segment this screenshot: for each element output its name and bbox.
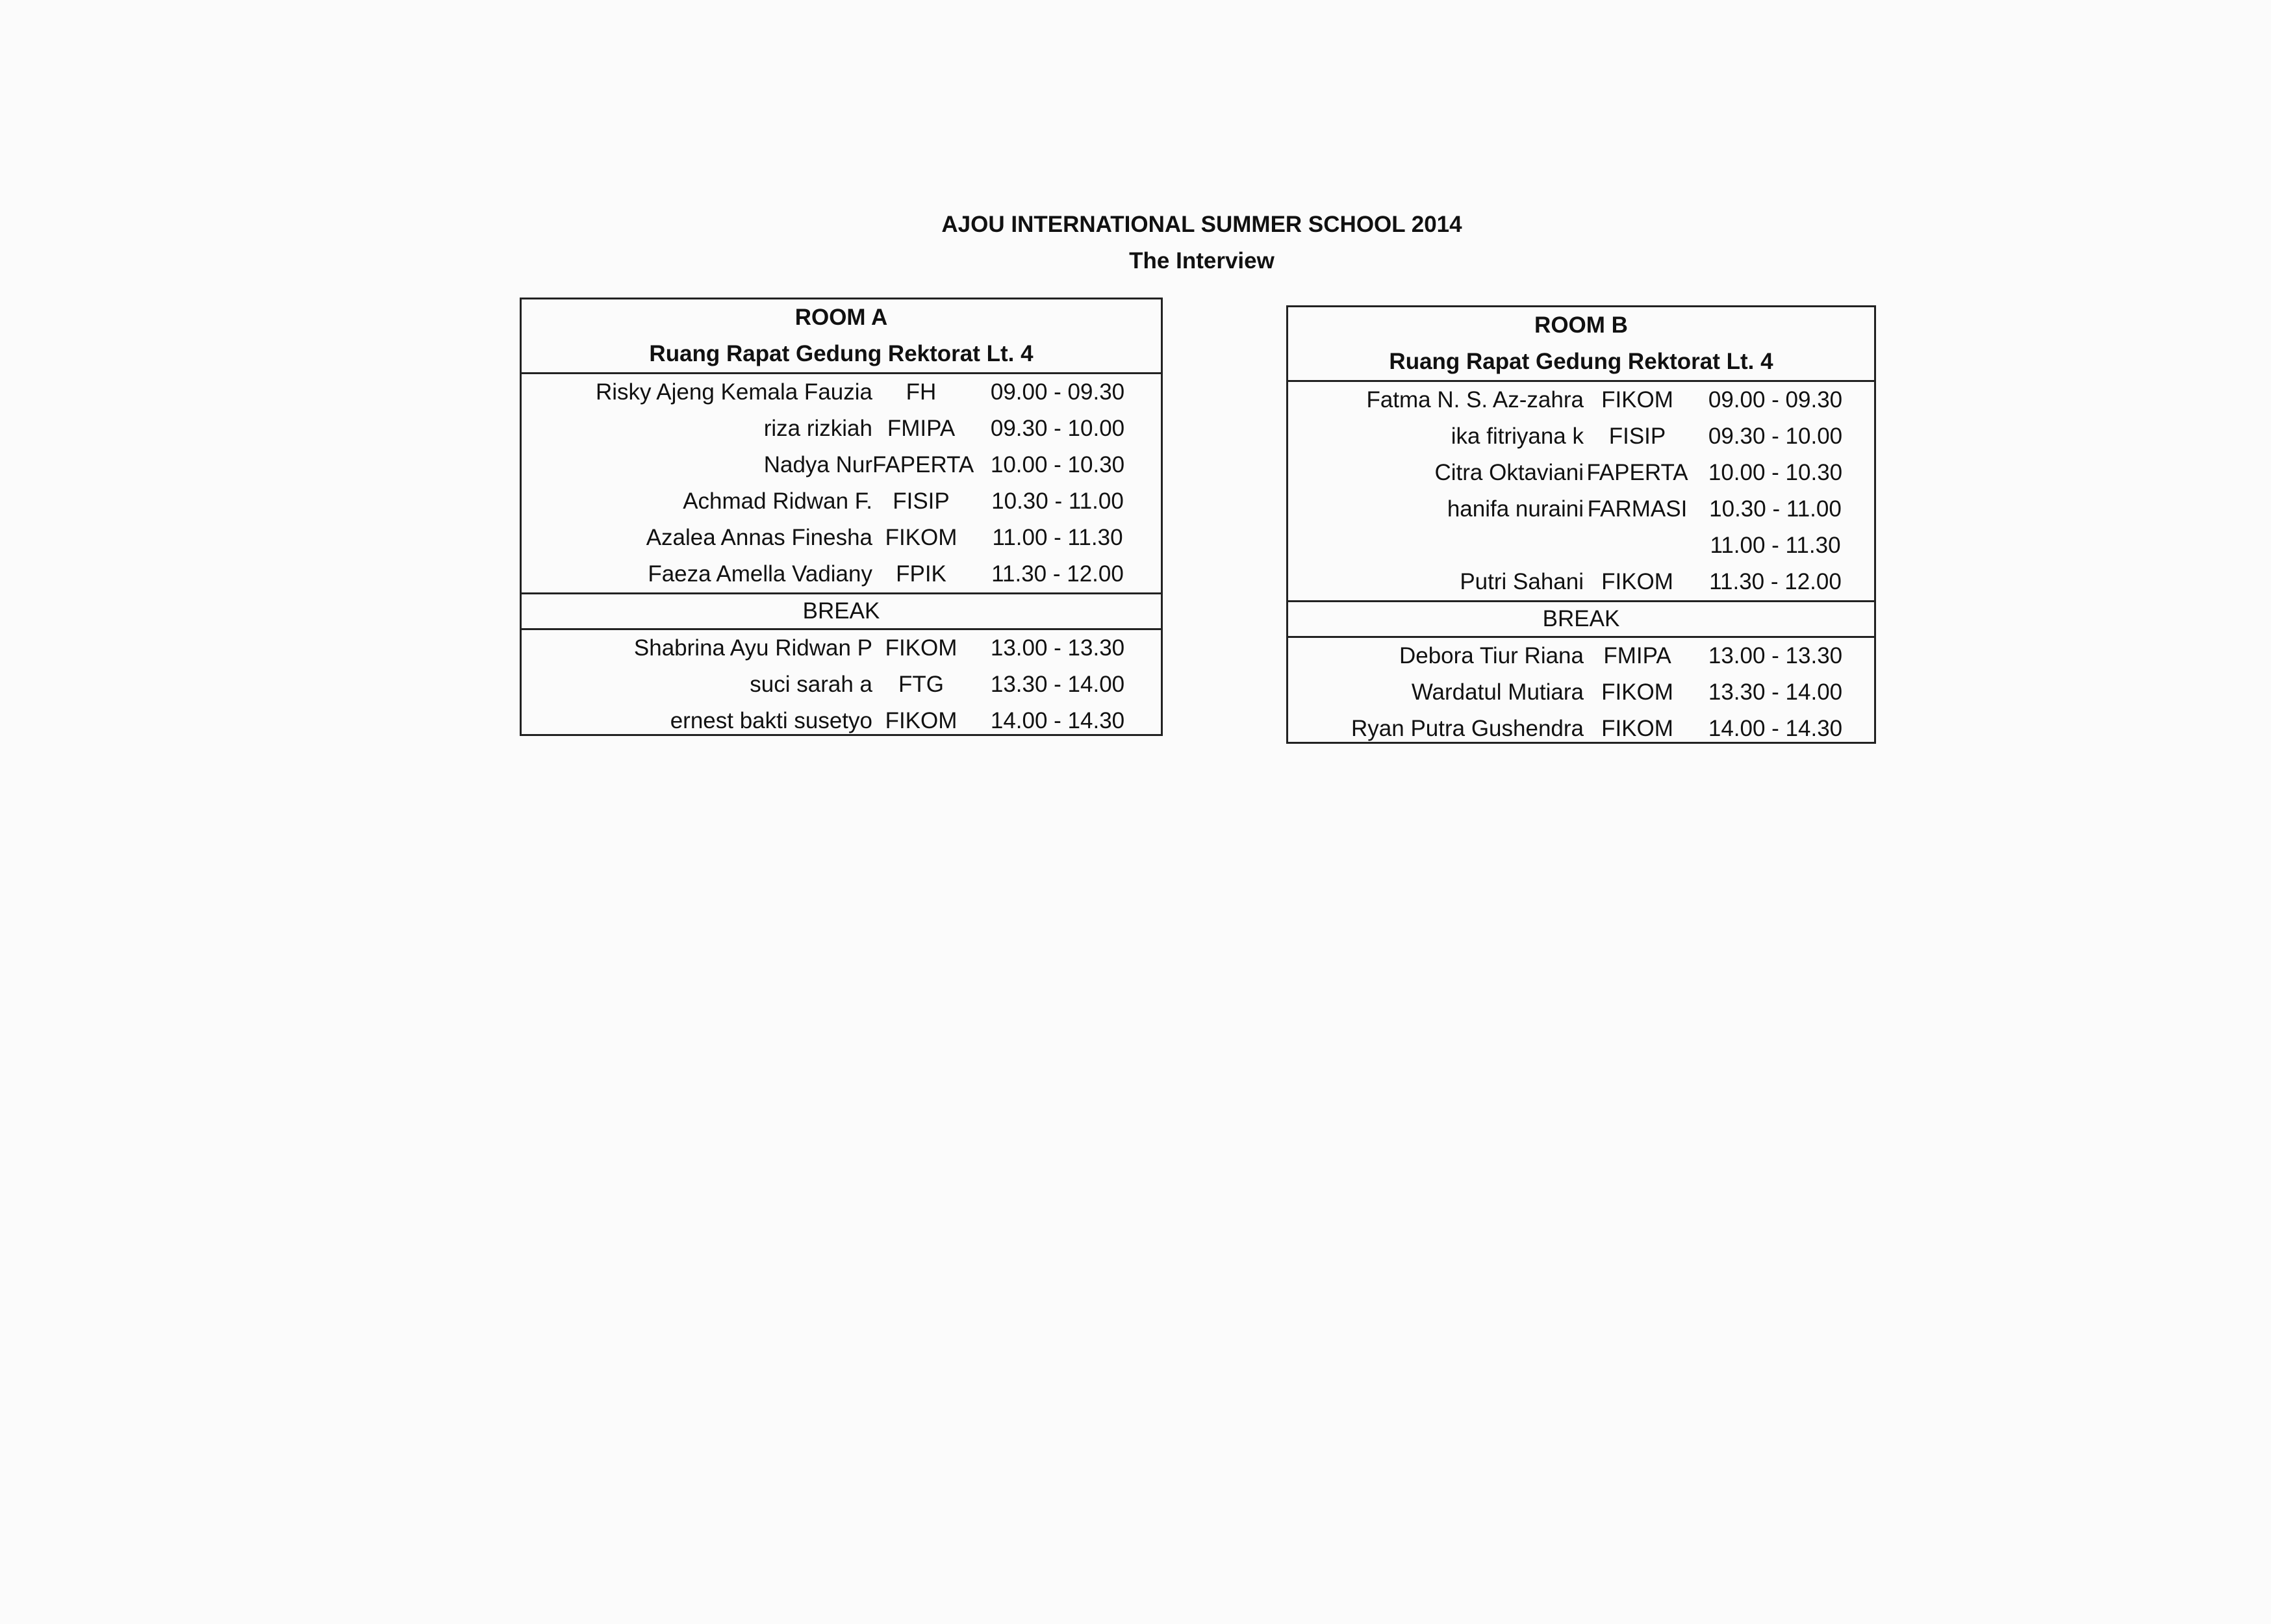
time-slot: 09.30 - 10.00 [1708, 424, 1843, 449]
participant-name: Putri Sahani [1460, 569, 1584, 594]
participant-name: Nadya Nur [763, 452, 872, 477]
participant-name: Risky Ajeng Kemala Fauzia [595, 379, 872, 405]
table-row [1288, 527, 1874, 564]
time-slot: 11.30 - 12.00 [1709, 569, 1842, 594]
title-line-2: The Interview [1129, 248, 1275, 273]
title-line-1: AJOU INTERNATIONAL SUMMER SCHOOL 2014 [941, 212, 1462, 237]
room-location: Ruang Rapat Gedung Rektorat Lt. 4 [649, 341, 1034, 366]
faculty: FISIP [1608, 424, 1666, 449]
faculty: FAPERTA [872, 452, 974, 477]
participant-name: Debora Tiur Riana [1399, 643, 1584, 668]
table-row [1288, 638, 1874, 674]
participant-name [1288, 527, 1584, 564]
time-slot: 13.30 - 14.00 [1708, 679, 1843, 705]
participant-name: Achmad Ridwan F. [683, 488, 872, 514]
table-row [522, 447, 1161, 483]
participant-name: ernest bakti susetyo [670, 708, 872, 733]
table-row [1288, 418, 1874, 455]
faculty: FAPERTA [1586, 460, 1688, 485]
table-row [522, 630, 1161, 666]
time-slot: 13.00 - 13.30 [1708, 643, 1843, 668]
table-row [1288, 674, 1874, 711]
faculty: FARMASI [1587, 496, 1688, 522]
faculty: FPIK [896, 561, 946, 587]
participant-name: riza rizkiah [763, 416, 872, 441]
room-b-schedule [1286, 305, 1876, 744]
participant-name: ika fitriyana k [1451, 424, 1584, 449]
time-slot: 10.30 - 11.00 [1709, 496, 1842, 522]
time-slot: 14.00 - 14.30 [1708, 716, 1843, 741]
table-row [522, 556, 1161, 592]
time-slot: 11.00 - 11.30 [1710, 533, 1841, 558]
room-header [522, 299, 1161, 374]
faculty: FIKOM [1601, 716, 1673, 741]
room-location: Ruang Rapat Gedung Rektorat Lt. 4 [1389, 349, 1773, 374]
time-slot: 11.00 - 11.30 [992, 525, 1123, 550]
faculty: FIKOM [885, 635, 958, 661]
time-slot: 09.30 - 10.00 [990, 416, 1125, 441]
morning-rows [522, 374, 1161, 592]
break-row: BREAK [1288, 600, 1874, 638]
room-a-schedule [520, 298, 1163, 736]
room-name: ROOM B [1534, 312, 1628, 338]
time-slot: 13.30 - 14.00 [990, 672, 1125, 697]
participant-name: Fatma N. S. Az-zahra [1366, 387, 1584, 412]
table-row [522, 666, 1161, 703]
faculty: FIKOM [1601, 679, 1673, 705]
table-row [1288, 455, 1874, 491]
faculty: FISIP [893, 488, 950, 514]
time-slot: 11.30 - 12.00 [991, 561, 1124, 587]
time-slot: 10.30 - 11.00 [991, 488, 1124, 514]
faculty: FMIPA [1603, 643, 1671, 668]
table-row [1288, 491, 1874, 527]
time-slot: 14.00 - 14.30 [990, 708, 1125, 733]
faculty: FIKOM [1601, 387, 1673, 412]
table-row [522, 411, 1161, 447]
morning-rows [1288, 382, 1874, 600]
table-row [522, 703, 1161, 739]
table-row [1288, 711, 1874, 747]
table-row [1288, 382, 1874, 418]
faculty: FIKOM [885, 708, 958, 733]
faculty: FTG [898, 672, 944, 697]
time-slot: 13.00 - 13.30 [990, 635, 1125, 661]
afternoon-rows [522, 630, 1161, 739]
room-header [1288, 307, 1874, 382]
time-slot: 10.00 - 10.30 [1708, 460, 1843, 485]
time-slot: 09.00 - 09.30 [990, 379, 1125, 405]
room-name: ROOM A [794, 305, 888, 330]
participant-name: suci sarah a [750, 672, 872, 697]
participant-name: hanifa nuraini [1447, 496, 1584, 522]
participant-name: Wardatul Mutiara [1411, 679, 1584, 705]
participant-name: Shabrina Ayu Ridwan P [633, 635, 872, 661]
table-row [1288, 564, 1874, 600]
participant-name: Ryan Putra Gushendra [1351, 716, 1584, 741]
table-row [522, 374, 1161, 411]
faculty: FIKOM [1601, 569, 1673, 594]
document-title [935, 207, 1468, 279]
faculty: FH [906, 379, 937, 405]
break-row: BREAK [522, 592, 1161, 630]
participant-name: Azalea Annas Finesha [646, 525, 872, 550]
time-slot: 10.00 - 10.30 [990, 452, 1125, 477]
faculty: FMIPA [887, 416, 956, 441]
time-slot: 09.00 - 09.30 [1708, 387, 1843, 412]
table-row [522, 520, 1161, 556]
faculty: FIKOM [885, 525, 958, 550]
afternoon-rows [1288, 638, 1874, 747]
participant-name: Citra Oktaviani [1434, 460, 1584, 485]
table-row [522, 483, 1161, 520]
faculty [1584, 527, 1691, 564]
participant-name: Faeza Amella Vadiany [648, 561, 872, 587]
